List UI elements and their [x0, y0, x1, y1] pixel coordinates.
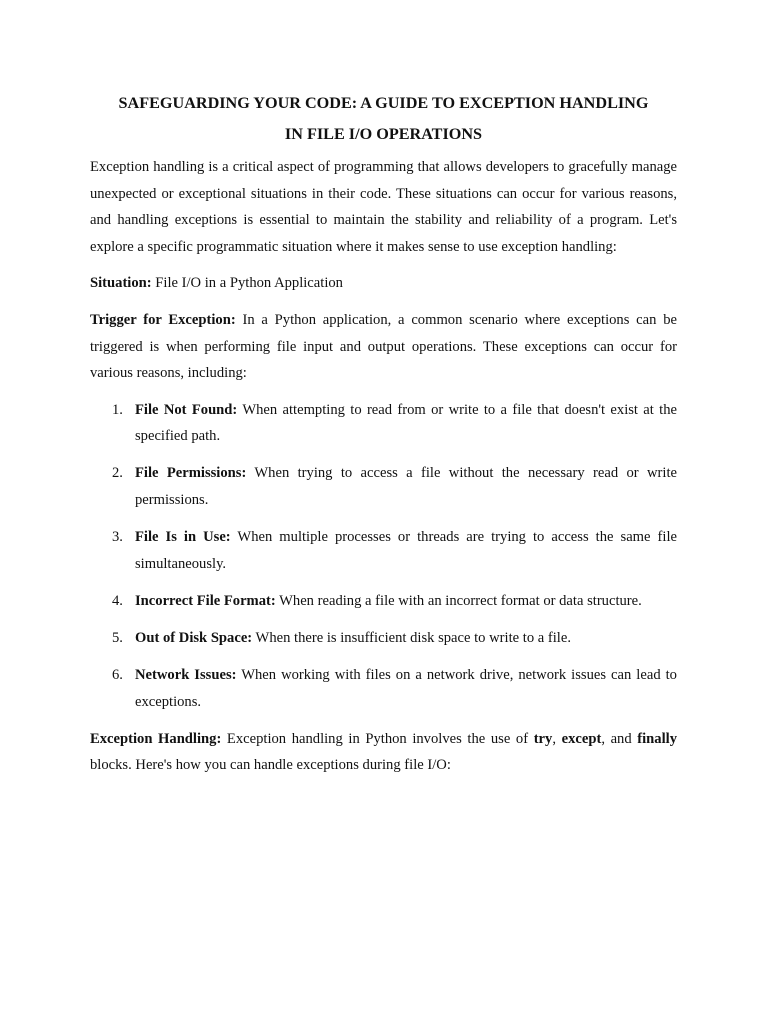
handling-text-1: Exception handling in Python involves the use of: [221, 730, 534, 747]
intro-paragraph: Exception handling is a critical aspect of programming that allows developers to gracefully manage unexpected or exceptional situations in their code. These situations can occur for various reasons, and handling exceptions is essential to maintain the stability and reliability of a program. Let's explore a specific programmatic situation where it makes sense to use exception handling:: [90, 159, 677, 255]
list-item-label: File Permissions:: [135, 465, 247, 482]
list-item-text: When working with files on a network drive, network issues can lead to exceptions.: [135, 667, 677, 710]
trigger-text: In a Python application, a common scenario where exceptions can be triggered is when performing file input and output operations. These exceptions can occur for various reasons, including:: [90, 311, 677, 382]
list-item-label: Incorrect File Format:: [135, 592, 276, 609]
list-item-number: 4.: [112, 592, 123, 609]
list-item: [90, 397, 677, 450]
list-item-number: 2.: [112, 465, 123, 482]
list-item: [90, 588, 677, 615]
handling-sep-2: , and: [601, 730, 638, 747]
list-item-text: When attempting to read from or write to a file that doesn't exist at the specified path.: [135, 401, 677, 445]
list-item-label: File Not Found:: [135, 401, 238, 418]
situation-paragraph: [90, 270, 677, 297]
trigger-paragraph: [90, 307, 677, 387]
list-item-text: When multiple processes or threads are trying to access the same file simultaneously.: [135, 529, 677, 572]
situation-text: File I/O in a Python Application: [151, 275, 343, 292]
title-line-1: SAFEGUARDING YOUR CODE: A GUIDE TO EXCEPTION HANDLING: [118, 94, 649, 112]
list-item-number: 1.: [112, 401, 123, 418]
title-line-2: IN FILE I/O OPERATIONS: [284, 125, 483, 143]
list-item-label: Network Issues:: [135, 667, 237, 683]
keyword-try: try: [533, 730, 553, 747]
list-item-text: When there is insufficient disk space to write to a file.: [252, 629, 571, 646]
list-item-text: When reading a file with an incorrect format or data structure.: [275, 592, 642, 609]
handling-label: Exception Handling:: [90, 730, 222, 747]
document-page: [90, 88, 677, 789]
list-item-text: When trying to access a file without the necessary read or write permissions.: [135, 465, 677, 509]
list-item: [90, 460, 677, 513]
list-item: [90, 662, 677, 715]
list-item-number: 3.: [112, 529, 123, 546]
list-item: [90, 625, 677, 652]
handling-sep-1: ,: [552, 730, 562, 747]
handling-text-2: blocks. Here's how you can handle exceptions during file I/O:: [90, 757, 451, 774]
issues-list: [90, 397, 677, 715]
keyword-except: except: [561, 730, 602, 747]
list-item-number: 5.: [112, 629, 123, 646]
list-item: [90, 524, 677, 577]
list-item-label: File Is in Use:: [135, 529, 231, 546]
handling-paragraph: [90, 726, 677, 779]
keyword-finally: finally: [637, 730, 677, 747]
trigger-label: Trigger for Exception:: [90, 311, 236, 328]
list-item-number: 6.: [112, 667, 123, 683]
situation-label: Situation:: [90, 275, 152, 292]
list-item-label: Out of Disk Space:: [135, 629, 253, 646]
page-title: [90, 88, 677, 150]
